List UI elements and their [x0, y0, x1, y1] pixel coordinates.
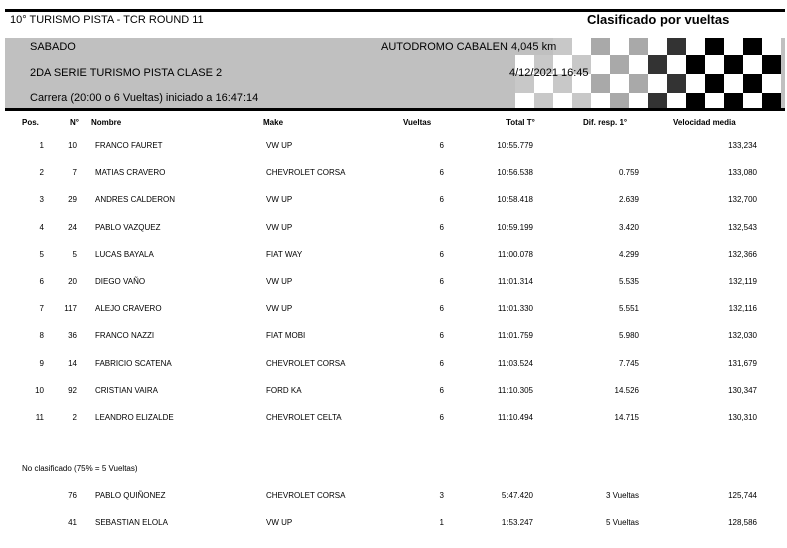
cell-name: FRANCO NAZZI — [95, 331, 155, 341]
cell-make: VW UP — [266, 195, 293, 205]
cell-diff: 5 Vueltas — [605, 518, 639, 527]
cell-laps: 6 — [439, 277, 444, 286]
cell-total: 10:56.538 — [497, 168, 533, 178]
cell-pos: 3 — [39, 195, 44, 205]
cell-laps: 6 — [439, 304, 444, 314]
cell-num: 20 — [68, 277, 77, 286]
cell-speed: 132,366 — [728, 249, 757, 259]
cell-make: VW UP — [266, 222, 293, 232]
cell-name: CRISTIAN VAIRA — [95, 385, 158, 395]
cell-pos: 10 — [35, 385, 44, 395]
cell-pos: 5 — [39, 249, 44, 259]
cell-diff: 5.535 — [618, 277, 639, 286]
cell-num: 5 — [72, 249, 77, 259]
cell-laps: 6 — [439, 249, 444, 259]
cell-pos: 4 — [39, 222, 44, 232]
cell-num: 92 — [68, 385, 77, 395]
header-make: Make — [263, 118, 284, 127]
cell-total: 10:58.418 — [497, 195, 533, 205]
race-info: Carrera (20:00 o 6 Vueltas) iniciado a 16:47:14 — [30, 92, 259, 104]
cell-total: 11:10.494 — [498, 413, 533, 422]
cell-speed: 128,586 — [728, 518, 757, 527]
cell-total: 11:10.305 — [498, 385, 533, 395]
cell-speed: 125,744 — [728, 491, 757, 500]
cell-laps: 6 — [439, 385, 444, 395]
cell-total: 1:53.247 — [501, 518, 533, 527]
classification-title: Clasificado por vueltas — [587, 12, 730, 27]
cell-speed: 132,116 — [728, 304, 757, 314]
cell-num: 14 — [68, 358, 77, 368]
header-speed: Velocidad media — [673, 118, 736, 127]
cell-diff: 0.759 — [618, 168, 639, 178]
cell-diff: 2.639 — [618, 195, 639, 205]
cell-laps: 6 — [439, 331, 444, 341]
cell-laps: 6 — [439, 141, 444, 150]
cell-make: CHEVROLET CELTA — [266, 413, 342, 422]
cell-num: 2 — [72, 413, 77, 422]
header-total: Total T° — [506, 118, 535, 127]
cell-total: 5:47.420 — [501, 491, 533, 500]
session-date: 4/12/2021 16:45 — [509, 67, 589, 79]
cell-diff: 5.980 — [618, 331, 639, 341]
cell-num: 41 — [68, 518, 77, 527]
cell-name: FABRICIO SCATENA — [95, 358, 172, 368]
cell-speed: 130,310 — [728, 413, 757, 422]
series-name: 2DA SERIE TURISMO PISTA CLASE 2 — [30, 67, 223, 79]
cell-name: LEANDRO ELIZALDE — [95, 413, 174, 422]
cell-name: PABLO VAZQUEZ — [95, 222, 161, 232]
cell-diff: 5.551 — [618, 304, 639, 314]
cell-total: 11:01.759 — [498, 331, 533, 341]
cell-total: 11:01.330 — [498, 304, 533, 314]
cell-speed: 131,679 — [728, 358, 757, 368]
cell-num: 7 — [72, 168, 77, 178]
cell-total: 11:01.314 — [498, 277, 533, 286]
cell-diff: 14.526 — [614, 385, 639, 395]
cell-make: FIAT MOBI — [266, 331, 306, 341]
cell-name: SEBASTIAN ELOLA — [95, 518, 168, 527]
cell-make: CHEVROLET CORSA — [266, 491, 346, 500]
cell-pos: 11 — [35, 413, 44, 422]
cell-num: 29 — [68, 195, 77, 205]
cell-make: FIAT WAY — [266, 249, 303, 259]
cell-pos: 8 — [39, 331, 44, 341]
session-info-band — [5, 38, 785, 109]
cell-speed: 132,119 — [728, 277, 757, 286]
circuit-name: AUTODROMO CABALEN 4,045 km — [381, 41, 557, 53]
cell-pos: 7 — [39, 304, 44, 314]
cell-name: MATIAS CRAVERO — [95, 168, 166, 178]
cell-name: DIEGO VAÑO — [95, 277, 146, 286]
cell-total: 10:55.779 — [497, 141, 533, 150]
cell-speed: 132,030 — [728, 331, 757, 341]
cell-diff: 7.745 — [618, 358, 639, 368]
cell-num: 10 — [68, 141, 77, 150]
cell-make: FORD KA — [266, 385, 302, 395]
cell-pos: 1 — [39, 141, 44, 150]
cell-diff: 3.420 — [618, 222, 639, 232]
cell-make: CHEVROLET CORSA — [266, 168, 346, 178]
cell-name: PABLO QUIÑONEZ — [95, 491, 166, 500]
cell-pos: 2 — [39, 168, 44, 178]
cell-laps: 1 — [439, 518, 444, 527]
cell-make: VW UP — [266, 277, 293, 286]
cell-laps: 6 — [439, 168, 444, 178]
cell-laps: 6 — [439, 195, 444, 205]
not-classified-label: No clasificado (75% = 5 Vueltas) — [22, 464, 138, 473]
cell-num: 24 — [68, 222, 77, 232]
cell-total: 11:00.078 — [498, 249, 533, 259]
cell-num: 36 — [68, 331, 77, 341]
cell-diff: 4.299 — [618, 249, 639, 259]
cell-speed: 130,347 — [728, 385, 757, 395]
cell-make: VW UP — [266, 141, 293, 150]
header-name: Nombre — [91, 118, 122, 127]
cell-pos: 6 — [39, 277, 44, 286]
cell-num: 76 — [68, 491, 77, 500]
cell-total: 11:03.524 — [498, 358, 533, 368]
cell-pos: 9 — [39, 358, 44, 368]
cell-laps: 3 — [439, 491, 444, 500]
cell-make: CHEVROLET CORSA — [266, 358, 346, 368]
header-diff: Dif. resp. 1° — [583, 118, 628, 127]
band-bottom-rule — [5, 108, 785, 111]
header-number: N° — [70, 118, 79, 127]
cell-make: VW UP — [266, 304, 293, 314]
cell-total: 10:59.199 — [497, 222, 533, 232]
cell-make: VW UP — [266, 518, 293, 527]
session-day: SABADO — [30, 41, 76, 53]
event-title: 10° TURISMO PISTA - TCR ROUND 11 — [10, 14, 204, 26]
cell-laps: 6 — [439, 358, 444, 368]
cell-speed: 132,543 — [728, 222, 757, 232]
cell-name: ANDRES CALDERON — [95, 195, 176, 205]
header-pos: Pos. — [22, 118, 39, 127]
cell-name: FRANCO FAURET — [95, 141, 163, 150]
cell-num: 117 — [64, 304, 77, 314]
cell-laps: 6 — [439, 413, 444, 422]
header-laps: Vueltas — [403, 118, 432, 127]
cell-speed: 133,080 — [728, 168, 757, 178]
cell-diff: 3 Vueltas — [605, 491, 639, 500]
cell-speed: 133,234 — [728, 141, 757, 150]
cell-speed: 132,700 — [728, 195, 757, 205]
cell-diff: 14.715 — [614, 413, 639, 422]
cell-name: ALEJO CRAVERO — [95, 304, 162, 314]
cell-laps: 6 — [439, 222, 444, 232]
cell-name: LUCAS BAYALA — [95, 249, 154, 259]
